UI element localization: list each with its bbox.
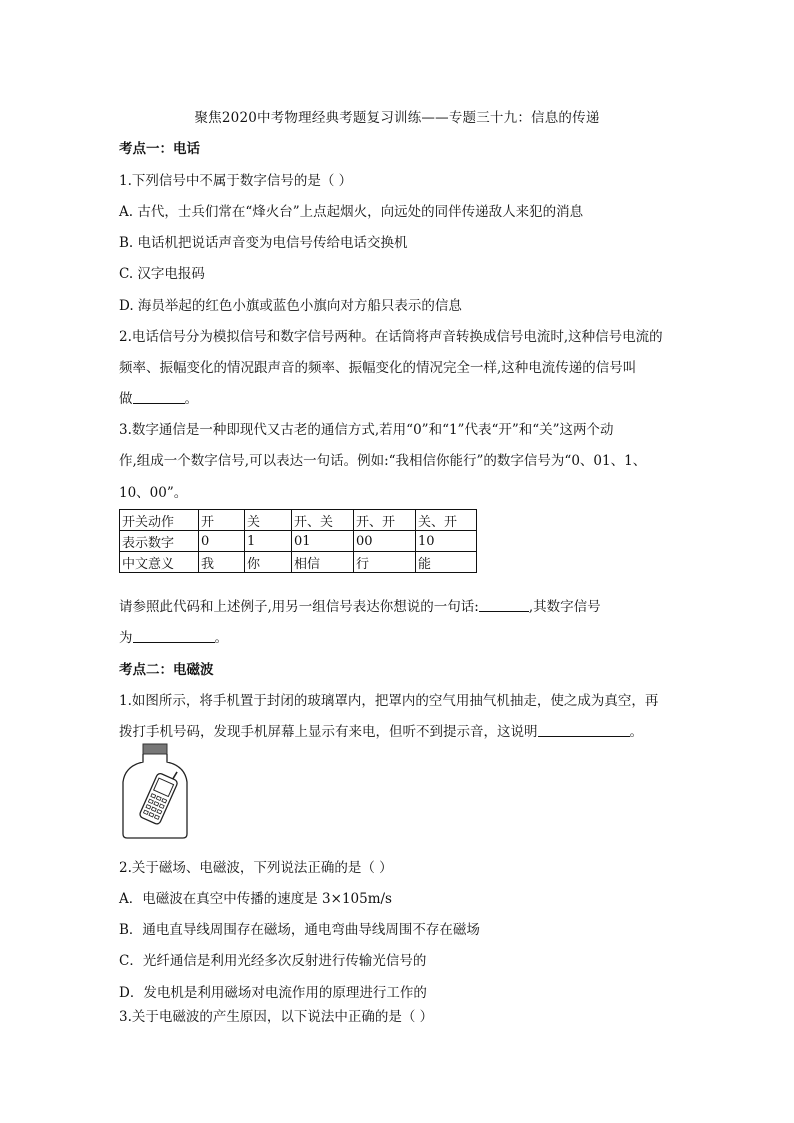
q1-option-b: B. 电话机把说话声音变为电信号传给电话交换机 [119, 235, 408, 251]
table-row [120, 531, 477, 552]
section-heading-telephone: 考点一：电话 [119, 141, 200, 157]
table-cell: 开、开 [354, 510, 416, 531]
table-cell: 关 [245, 510, 292, 531]
table-cell: 1 [245, 531, 292, 552]
q3-after-2-end: 。 [214, 630, 228, 646]
q2-line-2: 频率、振幅变化的情况跟声音的频率、振幅变化的情况完全一样,这种电流传递的信号叫 [119, 360, 637, 376]
code-table [119, 509, 477, 573]
table-cell: 关、开 [416, 510, 477, 531]
jar-lid [143, 744, 167, 754]
q1-option-d: D. 海员举起的红色小旗或蓝色小旗向对方船只表示的信息 [119, 298, 462, 314]
q3-after-2-text: 为 [119, 630, 133, 646]
table-cell: 你 [245, 552, 292, 573]
table-cell: 00 [354, 531, 416, 552]
s2-q1-line-2 [119, 720, 643, 740]
phone-icon [139, 765, 182, 825]
q3-line-2: 作,组成一个数字信号,可以表达一句话。例如:“我相信你能行”的数字信号为“0、01、1、 [119, 453, 647, 469]
section-heading-em-waves: 考点二：电磁波 [119, 662, 214, 678]
table-cell: 相信 [292, 552, 354, 573]
s2-q2-option-d: D．发电机是利用磁场对电流作用的原理进行工作的 [119, 985, 427, 1001]
table-cell: 开 [199, 510, 245, 531]
phone-in-jar-figure [119, 742, 191, 840]
s2-q2-option-b: B．通电直导线周围存在磁场，通电弯曲导线周围不存在磁场 [119, 922, 480, 938]
table-cell: 开关动作 [120, 510, 199, 531]
table-cell: 开、关 [292, 510, 354, 531]
q3-line-3: 10、00”。 [119, 485, 188, 501]
q3-after-1-text: 请参照此代码和上述例子,用另一组信号表达你想说的一句话: [119, 599, 479, 615]
page-title: 聚焦2020中考物理经典考题复习训练——专题三十九：信息的传递 [194, 110, 600, 126]
s2-q2-option-c: C．光纤通信是利用光经多次反射进行传输光信号的 [119, 953, 427, 969]
table-cell: 10 [416, 531, 477, 552]
table-row [120, 552, 477, 573]
table-cell: 能 [416, 552, 477, 573]
q3-after-2 [119, 626, 228, 646]
answer-blank [479, 599, 529, 612]
s2-q2-stem: 2.关于磁场、电磁波，下列说法正确的是（ ） [119, 860, 393, 876]
q1-option-c: C. 汉字电报码 [119, 266, 205, 282]
q2-line-1: 2.电话信号分为模拟信号和数字信号两种。在话筒将声音转换成信号电流时,这种信号电流的 [119, 329, 663, 345]
table-cell: 我 [199, 552, 245, 573]
table-row [120, 510, 477, 531]
table-cell: 表示数字 [120, 531, 199, 552]
q2-line-3-text: 做 [119, 391, 133, 407]
q2-line-3-end: 。 [184, 391, 198, 407]
s2-q1-line-1: 1.如图所示，将手机置于封闭的玻璃罩内，把罩内的空气用抽气机抽走，使之成为真空，再 [119, 693, 659, 709]
q2-line-3 [119, 387, 198, 407]
table-cell: 0 [199, 531, 245, 552]
table-cell: 01 [292, 531, 354, 552]
q3-after-1-end: ,其数字信号 [528, 599, 601, 615]
table-cell: 行 [354, 552, 416, 573]
answer-blank [538, 724, 630, 737]
q3-after-1 [119, 595, 601, 615]
s2-q3-stem: 3.关于电磁波的产生原因，以下说法中正确的是（ ） [119, 1009, 434, 1025]
s2-q1-line-2-text: 拨打手机号码，发现手机屏幕上显示有来电，但听不到提示音，这说明 [119, 724, 538, 740]
answer-blank [133, 630, 215, 643]
q1-stem: 1.下列信号中不属于数字信号的是（ ） [119, 173, 353, 189]
q1-option-a: A. 古代，士兵们常在“烽火台”上点起烟火，向远处的同伴传递敌人来犯的消息 [119, 204, 584, 220]
q3-line-1: 3.数字通信是一种即现代又古老的通信方式,若用“0”和“1”代表“开”和“关”这两个动 [119, 422, 614, 438]
s2-q1-line-2-end: 。 [629, 724, 643, 740]
answer-blank [133, 391, 185, 404]
s2-q2-option-a: A．电磁波在真空中传播的速度是 3×105m/s [119, 891, 392, 907]
table-cell: 中文意义 [120, 552, 199, 573]
